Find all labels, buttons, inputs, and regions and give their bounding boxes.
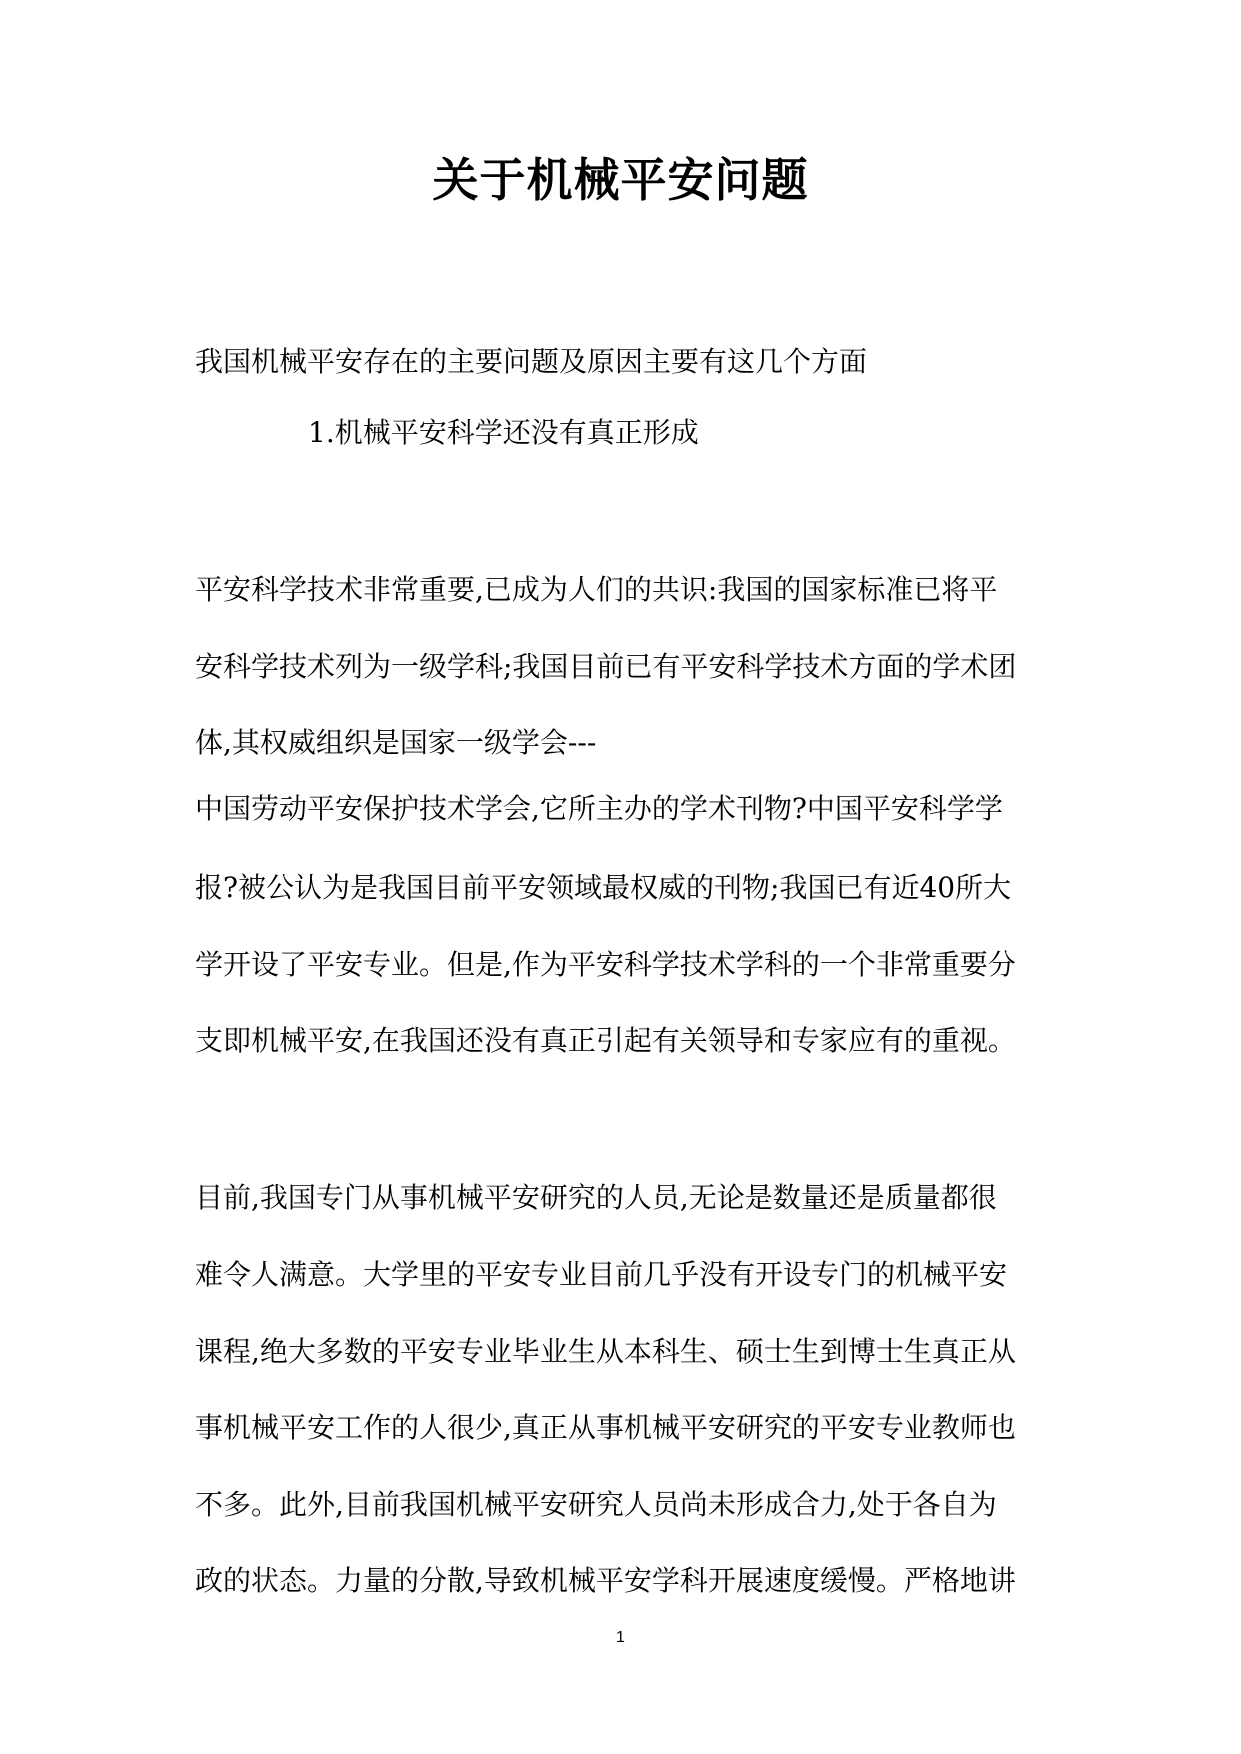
paragraph1-line-6: 学开设了平安专业。但是,作为平安科学技术学科的一个非常重要分 xyxy=(195,948,1016,981)
paragraph1-line-4: 中国劳动平安保护技术学会,它所主办的学术刊物?中国平安科学学 xyxy=(195,792,1003,825)
paragraph1-line-3: 体,其权威组织是国家一级学会--- xyxy=(195,726,597,759)
paragraph2-line-5: 不多。此外,目前我国机械平安研究人员尚未形成合力,处于各自为 xyxy=(195,1488,997,1521)
section-heading: 1.机械平安科学还没有真正形成 xyxy=(308,416,699,449)
paragraph2-line-2: 难令人满意。大学里的平安专业目前几乎没有开设专门的机械平安 xyxy=(195,1258,1008,1291)
paragraph1-line-2: 安科学技术列为一级学科;我国目前已有平安科学技术方面的学术团 xyxy=(195,650,1017,683)
paragraph1-line-7: 支即机械平安,在我国还没有真正引起有关领导和专家应有的重视。 xyxy=(195,1024,1016,1057)
paragraph1-line-1: 平安科学技术非常重要,已成为人们的共识:我国的国家标准已将平 xyxy=(195,573,998,606)
paragraph1-line-5: 报?被公认为是我国目前平安领域最权威的刊物;我国已有近40所大 xyxy=(195,871,1012,904)
document-title: 关于机械平安问题 xyxy=(432,153,809,207)
paragraph2-line-6: 政的状态。力量的分散,导致机械平安学科开展速度缓慢。严格地讲 xyxy=(195,1564,1016,1597)
paragraph2-line-4: 事机械平安工作的人很少,真正从事机械平安研究的平安专业教师也 xyxy=(195,1411,1016,1444)
intro-line: 我国机械平安存在的主要问题及原因主要有这几个方面 xyxy=(195,345,868,378)
paragraph2-line-3: 课程,绝大多数的平安专业毕业生从本科生、硕士生到博士生真正从 xyxy=(195,1335,1016,1368)
page-number: 1 xyxy=(616,1629,625,1646)
paragraph2-line-1: 目前,我国专门从事机械平安研究的人员,无论是数量还是质量都很 xyxy=(195,1181,997,1214)
